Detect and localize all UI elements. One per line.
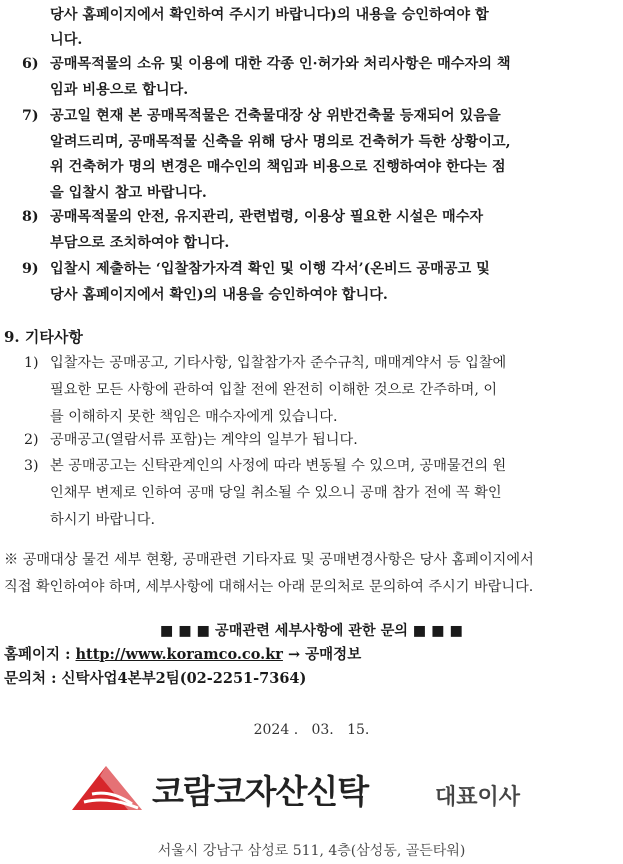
item-line: 공매목적물의 안전, 유지관리, 관련법령, 이용상 필요한 시설은 매수자 [50, 209, 484, 225]
numbered-item-9 [22, 257, 614, 309]
notice-paragraph [4, 547, 614, 601]
item-number: 7) [22, 108, 39, 124]
item-line: 임과 비용으로 합니다. [50, 81, 189, 98]
item-line: 공매목적물의 소유 및 이용에 대한 각종 인·허가와 처리사항은 매수자의 책 [50, 56, 511, 72]
item-line: 입찰자는 공매공고, 기타사항, 입찰참가자 준수규칙, 매매계약서 등 입찰에 [50, 355, 507, 371]
numbered-item-7 [22, 104, 614, 208]
item-number: 2) [24, 432, 39, 448]
etc-item-1 [24, 350, 614, 431]
item-line: 을 입찰시 참고 바랍니다. [50, 184, 207, 201]
section-heading: 9. 기타사항 [4, 328, 83, 346]
item-text [50, 104, 614, 206]
item-line: 필요한 모든 사항에 관하여 입찰 전에 완전히 이해한 것으로 간주하며, 이 [50, 382, 498, 398]
numbered-item-8 [22, 205, 614, 257]
item-line: 본 공매공고는 신탁관계인의 사정에 따라 변동될 수 있으며, 공매물건의 원 [50, 458, 507, 474]
etc-item-3 [24, 453, 614, 534]
item-text [50, 257, 614, 308]
item-number: 8) [22, 209, 39, 225]
notice-date: 2024 . 03. 15. [253, 722, 370, 738]
homepage-link[interactable]: http://www.koramco.co.kr [75, 646, 283, 663]
ceo-title: 대표이사 [435, 785, 521, 810]
notice-line: 직접 확인하여야 하며, 세부사항에 대해서는 아래 문의처로 문의하여 주시기 바랍니다. [4, 579, 534, 595]
item-text [50, 350, 614, 431]
intro-line-1: 당사 홈페이지에서 확인하여 주시기 바랍니다)의 내용을 승인하여야 합 [50, 7, 489, 23]
item-text [50, 52, 614, 103]
company-signature [72, 760, 542, 820]
homepage-suffix: → 공매정보 [282, 646, 362, 663]
numbered-item-6 [22, 52, 614, 104]
contact-label: 문의처 : [4, 670, 62, 687]
item-text [50, 427, 614, 454]
contact-line [4, 670, 306, 688]
item-number: 3) [24, 458, 39, 474]
item-number: 6) [22, 56, 39, 72]
homepage-label: 홈페이지 : [4, 646, 76, 663]
item-line: 부담으로 조치하여야 합니다. [50, 234, 230, 251]
intro-line-2: 니다. [50, 32, 83, 48]
item-line: 하시기 바랍니다. [50, 512, 155, 528]
item-line: 입찰시 제출하는 ‘입찰참가자격 확인 및 이행 각서’(온비드 공매공고 및 [50, 261, 490, 277]
contact-value: 신탁사업4본부2팀(02-2251-7364) [61, 670, 307, 687]
item-line: 인채무 변제로 인하여 공매 당일 취소될 수 있으니 공매 참가 전에 꼭 확인 [50, 485, 502, 501]
company-address: 서울시 강남구 삼성로 511, 4층(삼성동, 골든타워) [157, 843, 466, 859]
item-line: 위 건축허가 명의 변경은 매수인의 책임과 비용으로 진행하여야 한다는 점 [50, 159, 506, 175]
item-text [50, 453, 614, 534]
item-line: 당사 홈페이지에서 확인)의 내용을 승인하여야 합니다. [50, 286, 388, 303]
company-name: 코람코자산신탁 [152, 772, 369, 811]
company-logo-icon [72, 764, 144, 814]
notice-line: ※ 공매대상 물건 세부 현황, 공매관련 기타자료 및 공매변경사항은 당사 홈페이지에서 [4, 552, 534, 568]
item-line: 를 이해하지 못한 책임은 매수자에게 있습니다. [50, 409, 338, 425]
etc-item-2 [24, 427, 614, 454]
item-line: 공고일 현재 본 공매목적물은 건축물대장 상 위반건축물 등재되어 있음을 [50, 108, 501, 124]
inquiry-title: ■ ■ ■ 공매관련 세부사항에 관한 문의 ■ ■ ■ [159, 623, 464, 639]
homepage-line [4, 646, 361, 664]
item-number: 9) [22, 261, 39, 277]
item-line: 공매공고(열람서류 포함)는 계약의 일부가 됩니다. [50, 432, 358, 448]
item-line: 알려드리며, 공매목적물 신축을 위해 당사 명의로 건축허가 득한 상황이고, [50, 133, 511, 150]
item-number: 1) [24, 355, 39, 371]
item-text [50, 205, 614, 256]
